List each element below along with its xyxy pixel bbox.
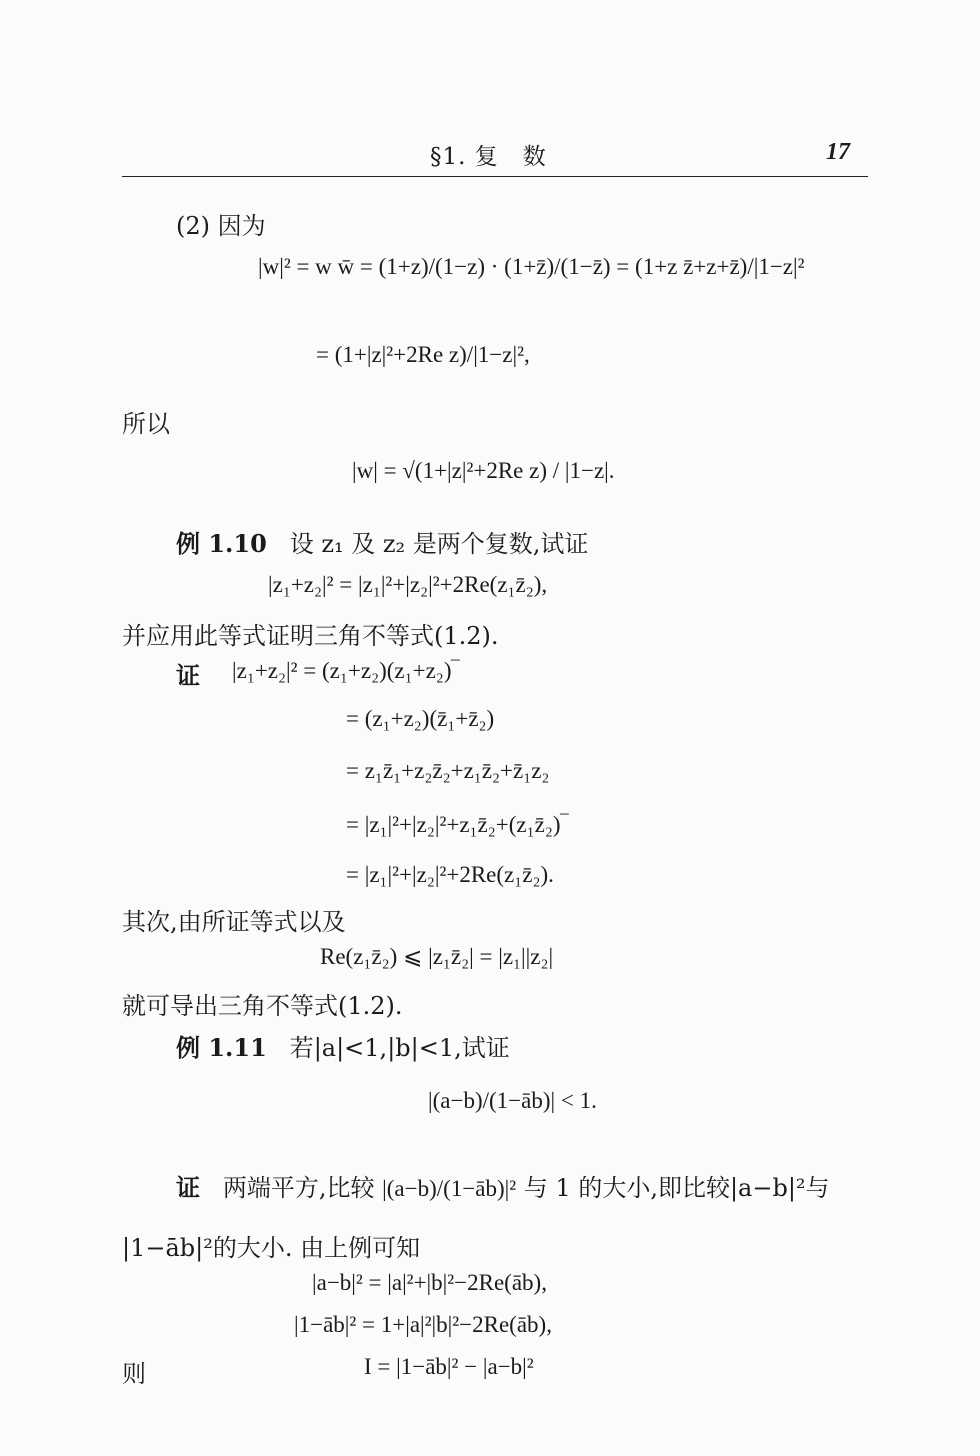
proof2-continuation: |1−āb|²的大小. 由上例可知: [122, 1234, 421, 1262]
equation-I: I = |1−āb|² − |a−b|²: [364, 1354, 534, 1379]
suoyi-text: 所以: [122, 410, 170, 438]
ze-text: 则: [122, 1360, 146, 1388]
proof-label: 证: [176, 661, 200, 690]
proof-label: 证: [176, 1173, 200, 1202]
proof-line-5: = |z₁|²+|z₂|²+2Re(z₁z̄₂).: [346, 862, 554, 887]
equation-text: |w|² = w w̄ = (1+z)/(1−z) · (1+z̄)/(1−z̄) = (1+z z̄+z+z̄)/|1−z|²: [258, 254, 805, 279]
equation-w: |w| = √(1+|z|²+2Re z) / |1−z|.: [352, 458, 615, 483]
proof-line-1: |z₁+z₂|² = (z₁+z₂)(z₁+z₂)‾: [232, 658, 460, 683]
equation-ab-2: |1−āb|² = 1+|a|²|b|²−2Re(āb),: [294, 1312, 552, 1337]
proof2-text-b: 与 1 的大小,即比较|a−b|²与: [523, 1174, 830, 1202]
example-label: 例 1.11: [176, 1033, 267, 1062]
ex110-apply-text: 并应用此等式证明三角不等式(1.2).: [122, 622, 499, 650]
equation-re: Re(z₁z̄₂) ⩽ |z₁z̄₂| = |z₁||z₂|: [320, 944, 554, 969]
example-label: 例 1.10: [176, 529, 267, 558]
equation-ex111: |(a−b)/(1−āb)| < 1.: [428, 1088, 597, 1113]
equation-w-squared-cont: [316, 342, 530, 368]
jiuke-text: 就可导出三角不等式(1.2).: [122, 992, 403, 1020]
example-1-10: [176, 524, 588, 559]
equation-w-squared: [258, 254, 805, 280]
equation-ab-1: |a−b|² = |a|²+|b|²−2Re(āb),: [312, 1270, 547, 1295]
equation-text: = (1+|z|²+2Re z)/|1−z|²,: [316, 342, 530, 367]
example-statement: 设 z₁ 及 z₂ 是两个复数,试证: [289, 530, 589, 558]
example-1-11: [176, 1028, 510, 1063]
example-statement: 若|a|<1,|b|<1,试证: [289, 1034, 510, 1062]
proof2-fraction: |(a−b)/(1−āb)|²: [382, 1176, 517, 1201]
proof2-text-a: 两端平方,比较: [222, 1174, 375, 1202]
proof-line-2: = (z₁+z₂)(z̄₁+z̄₂): [346, 706, 495, 731]
part-2-label: (2) 因为: [176, 212, 266, 240]
qici-text: 其次,由所证等式以及: [122, 908, 346, 936]
page-number: 17: [826, 139, 850, 165]
equation-ex110: |z₁+z₂|² = |z₁|²+|z₂|²+2Re(z₁z̄₂),: [268, 572, 548, 597]
proof-line-4: = |z₁|²+|z₂|²+z₁z̄₂+(z₁z̄₂)‾: [346, 812, 569, 837]
header-divider: [122, 176, 868, 177]
proof-line-3: = z₁z̄₁+z₂z̄₂+z₁z̄₂+z̄₁z₂: [346, 758, 550, 783]
running-header: §1. 复 数: [430, 144, 547, 170]
proof2-line: [176, 1168, 830, 1203]
